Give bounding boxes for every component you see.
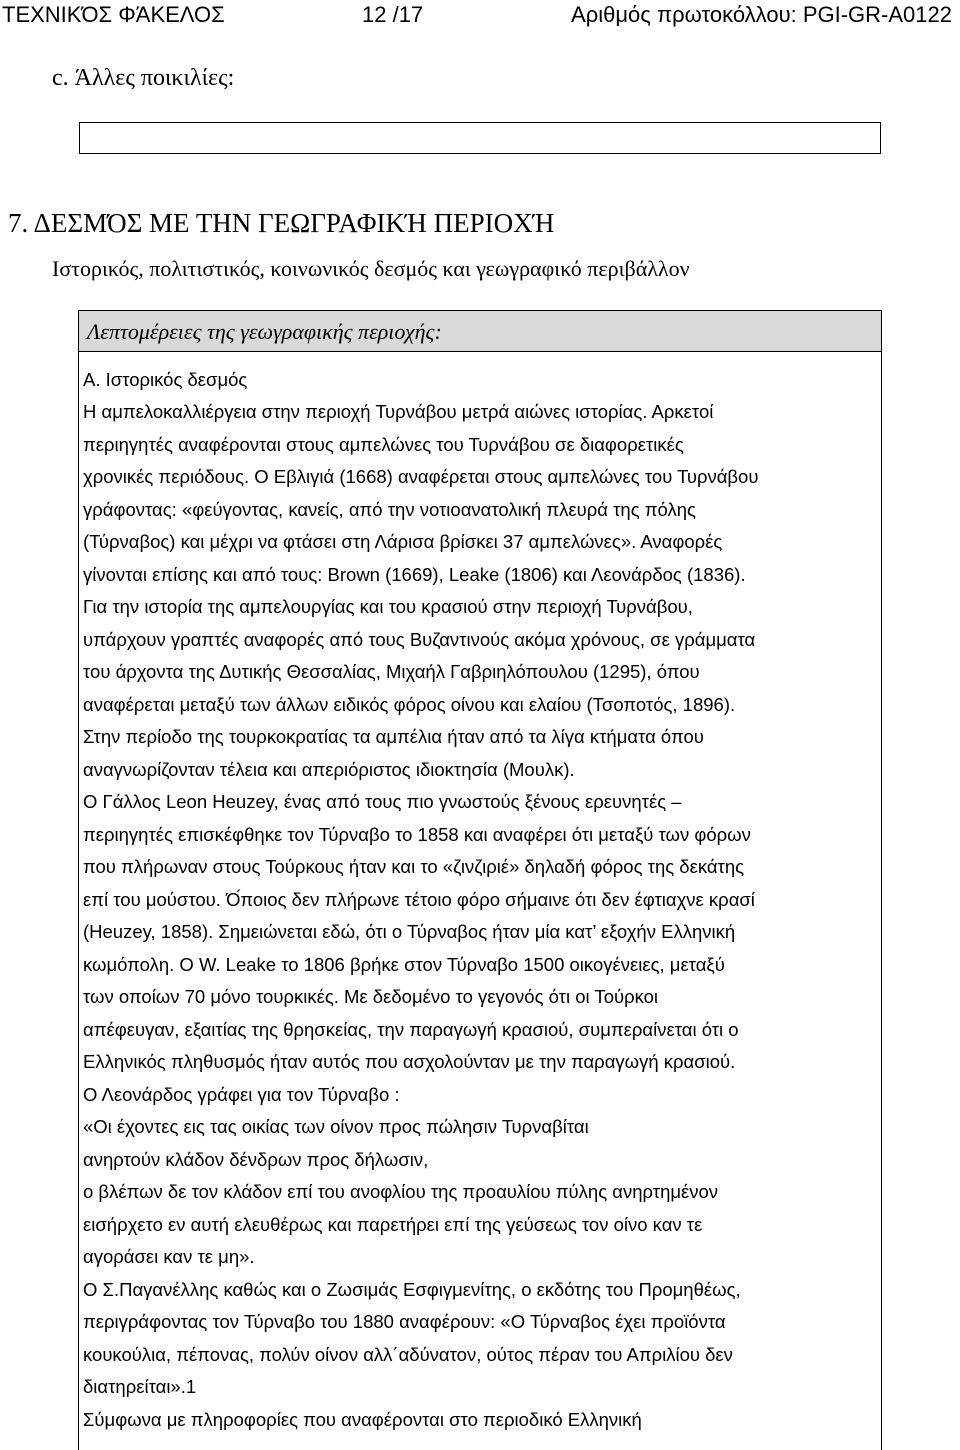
historical-link-content-box [78, 351, 882, 1450]
content-line: (Τύρναβος) και μέχρι να φτάσει στη Λάρισα βρίσκει 37 αμπελώνες». Αναφορές [83, 531, 723, 552]
geographic-details-label: Λεπτομέρειες της γεωγραφικής περιοχής: [87, 319, 442, 344]
content-line: αναφέρεται μεταξύ των άλλων ειδικός φόρος οίνου και ελαίου (Τσοποτός, 1896). [83, 693, 736, 715]
content-line: χρονικές περιόδους. Ο Εβλιγιά (1668) αναφέρεται στους αμπελώνες του Τυρνάβου [83, 466, 759, 487]
content-line: κωμόπολη. Ο W. Leake το 1806 βρήκε στον Τύρναβο 1500 οικογένειες, μεταξύ [83, 953, 725, 975]
content-line: Για την ιστορία της αμπελουργίας και του κρασιού στην περιοχή Τυρνάβου, [83, 596, 693, 617]
geographic-link-heading: 7. ΔΕΣΜΌΣ ΜΕ ΤΗΝ ΓΕΩΓΡΑΦΙΚΉ ΠΕΡΙΟΧΉ [8, 208, 555, 238]
historical-link-heading: Α. Ιστορικός δεσμός [83, 369, 248, 390]
other-varieties-heading: c. Άλλες ποικιλίες: [52, 65, 235, 91]
content-line: Ελληνικός πληθυσμός ήταν αυτός που ασχολούνταν με την παραγωγή κρασιού. [83, 1051, 736, 1072]
page-header [0, 0, 960, 30]
content-line: Ο Γάλλος Leon Heuzey, ένας από τους πιο γνωστούς ξένους ερευνητές – [83, 791, 682, 812]
content-line: εισήρχετο εν αυτή ελευθέρως και παρετήρει επί της γεύσεως τον οίνο καν τε [83, 1213, 703, 1235]
content-line: γίνονται επίσης και από τους: Brown (1669), Leake (1806) και Λεονάρδος (1836). [83, 563, 746, 585]
document-type-label: ΤΕΧΝΙΚΌΣ ΦΆΚΕΛΟΣ [2, 2, 225, 27]
content-line: κουκούλια, πέπονας, πολύν οίνον αλλ΄αδύνατον, ούτος πέραν του Απριλίου δεν [83, 1343, 733, 1365]
content-line: που πλήρωναν στους Τούρκους ήταν και το «ζινζιριέ» δηλαδή φόρος της δεκάτης [83, 856, 745, 877]
other-varieties-empty-field [79, 122, 881, 154]
content-line: Ο Λεονάρδος γράφει για τον Τύρναβο : [83, 1083, 400, 1105]
content-line: αγοράσει καν τε μη». [83, 1246, 255, 1267]
content-line: ο βλέπων δε τον κλάδον επί του ανοφλίου της προαυλίου πύλης ανηρτημένον [83, 1181, 719, 1202]
content-line: Ο Σ.Παγανέλλης καθώς και ο Ζωσιμάς Εσφιγμενίτης, ο εκδότης του Προμηθέως, [83, 1278, 741, 1300]
content-line: του άρχοντα της Δυτικής Θεσσαλίας, Μιχαήλ Γαβριηλόπουλου (1295), όπου [83, 661, 700, 682]
geographic-details-label-box [78, 310, 882, 352]
content-line: γράφοντας: «φεύγοντας, κανείς, από την νοτιοανατολική πλευρά της πόλης [83, 498, 696, 520]
content-line: ανηρτούν κλάδον δένδρων προς δήλωσιν, [83, 1148, 429, 1170]
content-line: Στην περίοδο της τουρκοκρατίας τα αμπέλια ήταν από τα λίγα κτήματα όπου [83, 726, 704, 747]
content-line: «Οι έχοντες εις τας οικίας των οίνον προς πώλησιν Τυρναβίται [83, 1116, 589, 1137]
content-line: Η αμπελοκαλλιέργεια στην περιοχή Τυρνάβου μετρά αιώνες ιστορίας. Αρκετοί [83, 401, 714, 422]
content-line: (Heuzey, 1858). Σημειώνεται εδώ, ότι ο Τύρναβος ήταν μία κατ’ εξοχήν Ελληνική [83, 921, 736, 942]
content-line: των οποίων 70 μόνο τουρκικές. Με δεδομένο το γεγονός ότι οι Τούρκοι [83, 986, 659, 1007]
content-line: Σύμφωνα με πληροφορίες που αναφέρονται στο περιοδικό Ελληνική [83, 1408, 642, 1430]
protocol-number: Αριθμός πρωτοκόλλου: PGI-GR-A0122 [571, 2, 952, 27]
content-line: διατηρείται».1 [83, 1376, 197, 1397]
content-line: απέφευγαν, εξαιτίας της θρησκείας, την παραγωγή κρασιού, συμπεραίνεται ότι ο [83, 1018, 739, 1040]
content-line: αναγνωρίζονταν τέλεια και απεριόριστος ιδιοκτησία (Μουλκ). [83, 758, 575, 780]
content-line: υπάρχουν γραπτές αναφορές από τους Βυζαντινούς ακόμα χρόνους, σε γράμματα [83, 628, 756, 650]
content-line: περιηγητές επισκέφθηκε τον Τύρναβο το 1858 και αναφέρει ότι μεταξύ των φόρων [83, 823, 751, 845]
page-number: 12 /17 [362, 2, 424, 27]
content-line: επί του μούστου. Ό́ποιος δεν πλήρωνε τέτοιο φόρο σήμαινε ότι δεν έφτιαχνε κρασί [83, 888, 755, 910]
geographic-link-subtitle: Ιστορικός, πολιτιστικός, κοινωνικός δεσμός και γεωγραφικό περιβάλλον [52, 256, 690, 281]
content-line: περιηγητές αναφέρονται στους αμπελώνες του Τυρνάβου σε διαφορετικές [83, 433, 684, 455]
content-line: περιγράφοντας τον Τύρναβο του 1880 αναφέρουν: «Ο Τύρναβος έχει προϊόντα [83, 1311, 726, 1332]
